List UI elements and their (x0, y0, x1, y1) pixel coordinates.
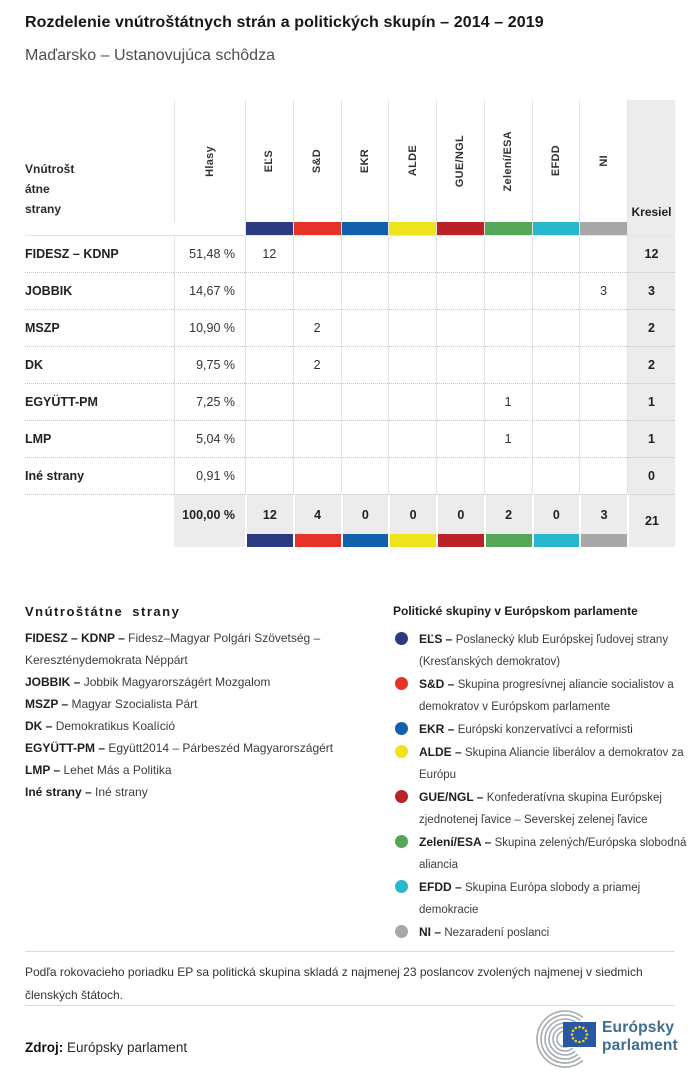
group-legend-item (393, 741, 688, 786)
party-legend-desc: Iné strany (95, 785, 148, 799)
eu-flag-star (572, 1029, 575, 1032)
votes-column-header-label: Hlasy (204, 145, 216, 177)
group-seats-value (484, 309, 532, 346)
group-legend-abbr: Zelení/ESA – (419, 835, 495, 849)
group-legend-desc: Skupina zelených/Európska slobodná aliancia (419, 837, 687, 871)
party-name: FIDESZ – KDNP (25, 235, 174, 272)
total-group-color-bar (579, 534, 627, 547)
group-column-header (532, 100, 580, 222)
eu-flag-star (585, 1037, 588, 1040)
group-legend-desc: Skupina progresívnej aliancie socialistov a demokratov v Európskom parlamente (419, 679, 674, 713)
party-name: MSZP (25, 309, 174, 346)
party-legend-abbr: FIDESZ – KDNP – (25, 631, 129, 645)
seats-value: 1 (627, 420, 675, 457)
group-color-bar (532, 222, 580, 235)
group-seats-value: 2 (293, 309, 341, 346)
group-column-header-label: GUE/NGL (454, 134, 467, 188)
total-group-color-bar (532, 534, 580, 547)
group-seats-value (484, 272, 532, 309)
seats-value: 0 (627, 457, 675, 494)
party-legend-item (25, 693, 360, 715)
group-seats-value (484, 235, 532, 272)
group-seats-value (388, 346, 436, 383)
total-group-seats-value: 0 (532, 494, 580, 534)
total-group-color-bar (245, 534, 293, 547)
group-seats-value (388, 457, 436, 494)
group-seats-value (436, 235, 484, 272)
group-seats-value (484, 346, 532, 383)
source-label: Zdroj: (25, 1040, 64, 1055)
group-color-bar (579, 222, 627, 235)
group-seats-value (388, 235, 436, 272)
group-column-header (245, 100, 293, 222)
group-seats-value: 2 (293, 346, 341, 383)
source-line (25, 1040, 187, 1055)
group-legend-item (393, 786, 688, 831)
group-color-bar (388, 222, 436, 235)
group-legend-abbr: EKR – (419, 722, 458, 736)
eu-flag-star (582, 1027, 585, 1030)
group-legend-item (393, 921, 688, 944)
seats-value: 12 (627, 235, 675, 272)
group-legend-desc: Nezaradení poslanci (444, 927, 550, 939)
group-column-header-label: NI (597, 155, 610, 167)
party-name: EGYÜTT-PM (25, 383, 174, 420)
total-group-seats-value: 0 (341, 494, 389, 534)
group-legend-abbr: EĽS – (419, 632, 456, 646)
group-seats-value: 12 (245, 235, 293, 272)
group-legend-item (393, 831, 688, 876)
total-group-seats-value: 4 (293, 494, 341, 534)
seats-column-header: Kresiel (627, 100, 675, 235)
group-seats-value (532, 235, 580, 272)
party-legend-abbr: Iné strany – (25, 785, 96, 799)
group-seats-value (245, 309, 293, 346)
party-legend-abbr: LMP – (25, 763, 64, 777)
group-seats-value (341, 309, 389, 346)
group-column-header-label: EĽS (263, 149, 276, 173)
votes-value: 5,04 % (174, 420, 245, 457)
eu-flag-star (586, 1033, 589, 1036)
total-group-seats-value: 3 (579, 494, 627, 534)
group-seats-value (388, 309, 436, 346)
votes-value: 7,25 % (174, 383, 245, 420)
eu-flag-star (578, 1026, 581, 1029)
party-legend-item (25, 781, 360, 803)
group-seats-value (579, 383, 627, 420)
total-group-color-bar (293, 534, 341, 547)
group-seats-value (388, 272, 436, 309)
total-group-seats-value: 2 (484, 494, 532, 534)
party-legend (25, 604, 360, 803)
party-legend-items (25, 627, 360, 803)
group-legend-desc: Európski konzervatívci a reformisti (457, 724, 633, 736)
group-column-header-label: S&D (311, 148, 324, 174)
group-color-bar (293, 222, 341, 235)
group-seats-value (245, 457, 293, 494)
eu-flag-star (574, 1027, 577, 1030)
group-seats-value (388, 383, 436, 420)
party-column-header-line: átne (25, 182, 50, 196)
party-legend-item (25, 715, 360, 737)
group-seats-value (579, 457, 627, 494)
group-seats-value (341, 272, 389, 309)
party-legend-desc: Magyar Szocialista Párt (71, 697, 198, 711)
group-seats-value (341, 346, 389, 383)
votes-column-header (174, 100, 245, 222)
group-color-dot (395, 677, 408, 690)
group-column-header (341, 100, 389, 222)
group-legend-item (393, 628, 688, 673)
group-legend-heading: Politické skupiny v Európskom parlamente (393, 604, 638, 618)
party-column-header-line: strany (25, 202, 62, 216)
group-legend-desc: Poslanecký klub Európskej ľudovej strany (Kresťanských demokratov) (419, 634, 669, 668)
group-seats-value (532, 457, 580, 494)
group-seats-value (245, 272, 293, 309)
page-subtitle: Maďarsko – Ustanovujúca schôdza (25, 47, 275, 64)
group-seats-value (579, 420, 627, 457)
group-seats-value (579, 346, 627, 383)
group-seats-value (388, 420, 436, 457)
group-seats-value (341, 420, 389, 457)
group-legend-item (393, 876, 688, 921)
votes-value: 9,75 % (174, 346, 245, 383)
group-seats-value (293, 383, 341, 420)
total-group-color-bar (484, 534, 532, 547)
group-legend-abbr: S&D – (419, 677, 458, 691)
group-column-header (293, 100, 341, 222)
group-seats-value (245, 383, 293, 420)
group-legend-abbr: ALDE – (419, 745, 466, 759)
logo-line1: Európsky (602, 1019, 675, 1036)
votes-value: 0,91 % (174, 457, 245, 494)
group-seats-value (579, 235, 627, 272)
group-legend-desc: Konfederatívna skupina Európskej zjednotenej ľavice – Severskej zelenej ľavice (419, 792, 662, 826)
party-legend-abbr: EGYÜTT-PM – (25, 741, 109, 755)
total-seats-value: 21 (627, 494, 675, 547)
seats-value: 1 (627, 383, 675, 420)
page-title: Rozdelenie vnútroštátnych strán a politických skupín – 2014 – 2019 (25, 14, 544, 31)
votes-value: 10,90 % (174, 309, 245, 346)
footnote: Podľa rokovacieho poriadku EP sa politická skupina skladá z najmenej 23 poslancov zvolených najmenej v siedmich členských štátoch. (25, 965, 643, 1002)
source-value: Európsky parlament (67, 1040, 188, 1055)
seats-value: 3 (627, 272, 675, 309)
seats-value: 2 (627, 346, 675, 383)
party-column-header-line: Vnútrošt (25, 162, 75, 176)
group-seats-value (245, 346, 293, 383)
group-color-bar (436, 222, 484, 235)
party-legend-heading: Vnútroštátne strany (25, 604, 181, 619)
eu-flag-star (571, 1033, 574, 1036)
party-legend-desc: Demokratikus Koalíció (55, 719, 176, 733)
group-column-header (436, 100, 484, 222)
group-color-bar (341, 222, 389, 235)
group-column-header (579, 100, 627, 222)
party-legend-item (25, 671, 360, 693)
eu-flag-star (578, 1041, 581, 1044)
group-seats-value: 3 (579, 272, 627, 309)
eu-flag-star (574, 1040, 577, 1043)
party-legend-desc: Fidesz–Magyar Polgári Szövetség – Kereszténydemokrata Néppárt (25, 631, 321, 667)
group-seats-value (293, 272, 341, 309)
total-votes-bar (174, 534, 245, 547)
party-legend-abbr: DK – (25, 719, 56, 733)
group-column-header-label: ALDE (406, 145, 419, 177)
party-name: LMP (25, 420, 174, 457)
group-seats-value (484, 457, 532, 494)
divider-top (25, 951, 675, 952)
group-seats-value (436, 383, 484, 420)
votes-value: 51,48 % (174, 235, 245, 272)
group-color-dot (395, 925, 408, 938)
group-column-header (388, 100, 436, 222)
group-seats-value: 1 (484, 420, 532, 457)
total-group-color-bar (341, 534, 389, 547)
group-seats-value (341, 235, 389, 272)
party-name: DK (25, 346, 174, 383)
group-column-header-label: EFDD (549, 145, 562, 177)
group-color-dot (395, 790, 408, 803)
group-seats-value (436, 457, 484, 494)
group-seats-value (532, 383, 580, 420)
group-color-dot (395, 835, 408, 848)
seats-value: 2 (627, 309, 675, 346)
group-seats-value (293, 457, 341, 494)
group-column-header (484, 100, 532, 222)
total-group-seats-value: 12 (245, 494, 293, 534)
party-legend-abbr: MSZP – (25, 697, 72, 711)
party-legend-desc: Jobbik Magyarországért Mozgalom (83, 675, 271, 689)
group-seats-value (532, 272, 580, 309)
party-legend-desc: Lehet Más a Politika (63, 763, 172, 777)
group-seats-value (532, 420, 580, 457)
group-color-bar (245, 222, 293, 235)
group-seats-value (436, 420, 484, 457)
group-seats-value (436, 346, 484, 383)
party-name: JOBBIK (25, 272, 174, 309)
group-seats-value (293, 235, 341, 272)
group-color-bar (484, 222, 532, 235)
party-legend-desc: Együtt2014 – Párbeszéd Magyarországért (108, 741, 334, 755)
party-legend-abbr: JOBBIK – (25, 675, 84, 689)
party-name: Iné strany (25, 457, 174, 494)
group-seats-value (532, 309, 580, 346)
group-color-dot (395, 745, 408, 758)
eu-flag-star (585, 1029, 588, 1032)
party-legend-item (25, 737, 360, 759)
group-seats-value: 1 (484, 383, 532, 420)
group-seats-value (532, 346, 580, 383)
group-color-dot (395, 722, 408, 735)
group-legend (393, 604, 688, 944)
group-seats-value (341, 383, 389, 420)
group-color-dot (395, 880, 408, 893)
group-seats-value (245, 420, 293, 457)
votes-value: 14,67 % (174, 272, 245, 309)
party-column-header (25, 100, 174, 222)
group-seats-value (341, 457, 389, 494)
group-seats-value (436, 272, 484, 309)
group-legend-abbr: GUE/NGL – (419, 790, 487, 804)
group-legend-abbr: EFDD – (419, 880, 466, 894)
logo-line2: parlament (602, 1037, 678, 1054)
group-seats-value (293, 420, 341, 457)
group-legend-items (393, 628, 688, 944)
total-votes-value: 100,00 % (174, 494, 245, 534)
group-seats-value (436, 309, 484, 346)
total-group-seats-value: 0 (436, 494, 484, 534)
total-group-color-bar (436, 534, 484, 547)
group-legend-desc: Skupina Európa slobody a priamej demokracie (419, 882, 641, 916)
group-column-header-label: Zelení/ESA (502, 130, 515, 192)
divider-bottom (25, 1005, 675, 1006)
eu-flag-star (582, 1040, 585, 1043)
group-seats-value (579, 309, 627, 346)
party-legend-item (25, 627, 360, 671)
group-legend-item (393, 718, 688, 741)
total-group-color-bar (388, 534, 436, 547)
group-color-dot (395, 632, 408, 645)
results-table (25, 100, 675, 547)
eu-flag-star (572, 1037, 575, 1040)
group-column-header-label: EKR (358, 148, 371, 174)
european-parliament-logo-text (602, 1019, 678, 1055)
party-legend-item (25, 759, 360, 781)
group-legend-item (393, 673, 688, 718)
group-legend-desc: Skupina Aliancie liberálov a demokratov za Európu (419, 747, 684, 781)
total-row-spacer (25, 494, 174, 534)
total-group-seats-value: 0 (388, 494, 436, 534)
group-legend-abbr: NI – (419, 925, 445, 939)
